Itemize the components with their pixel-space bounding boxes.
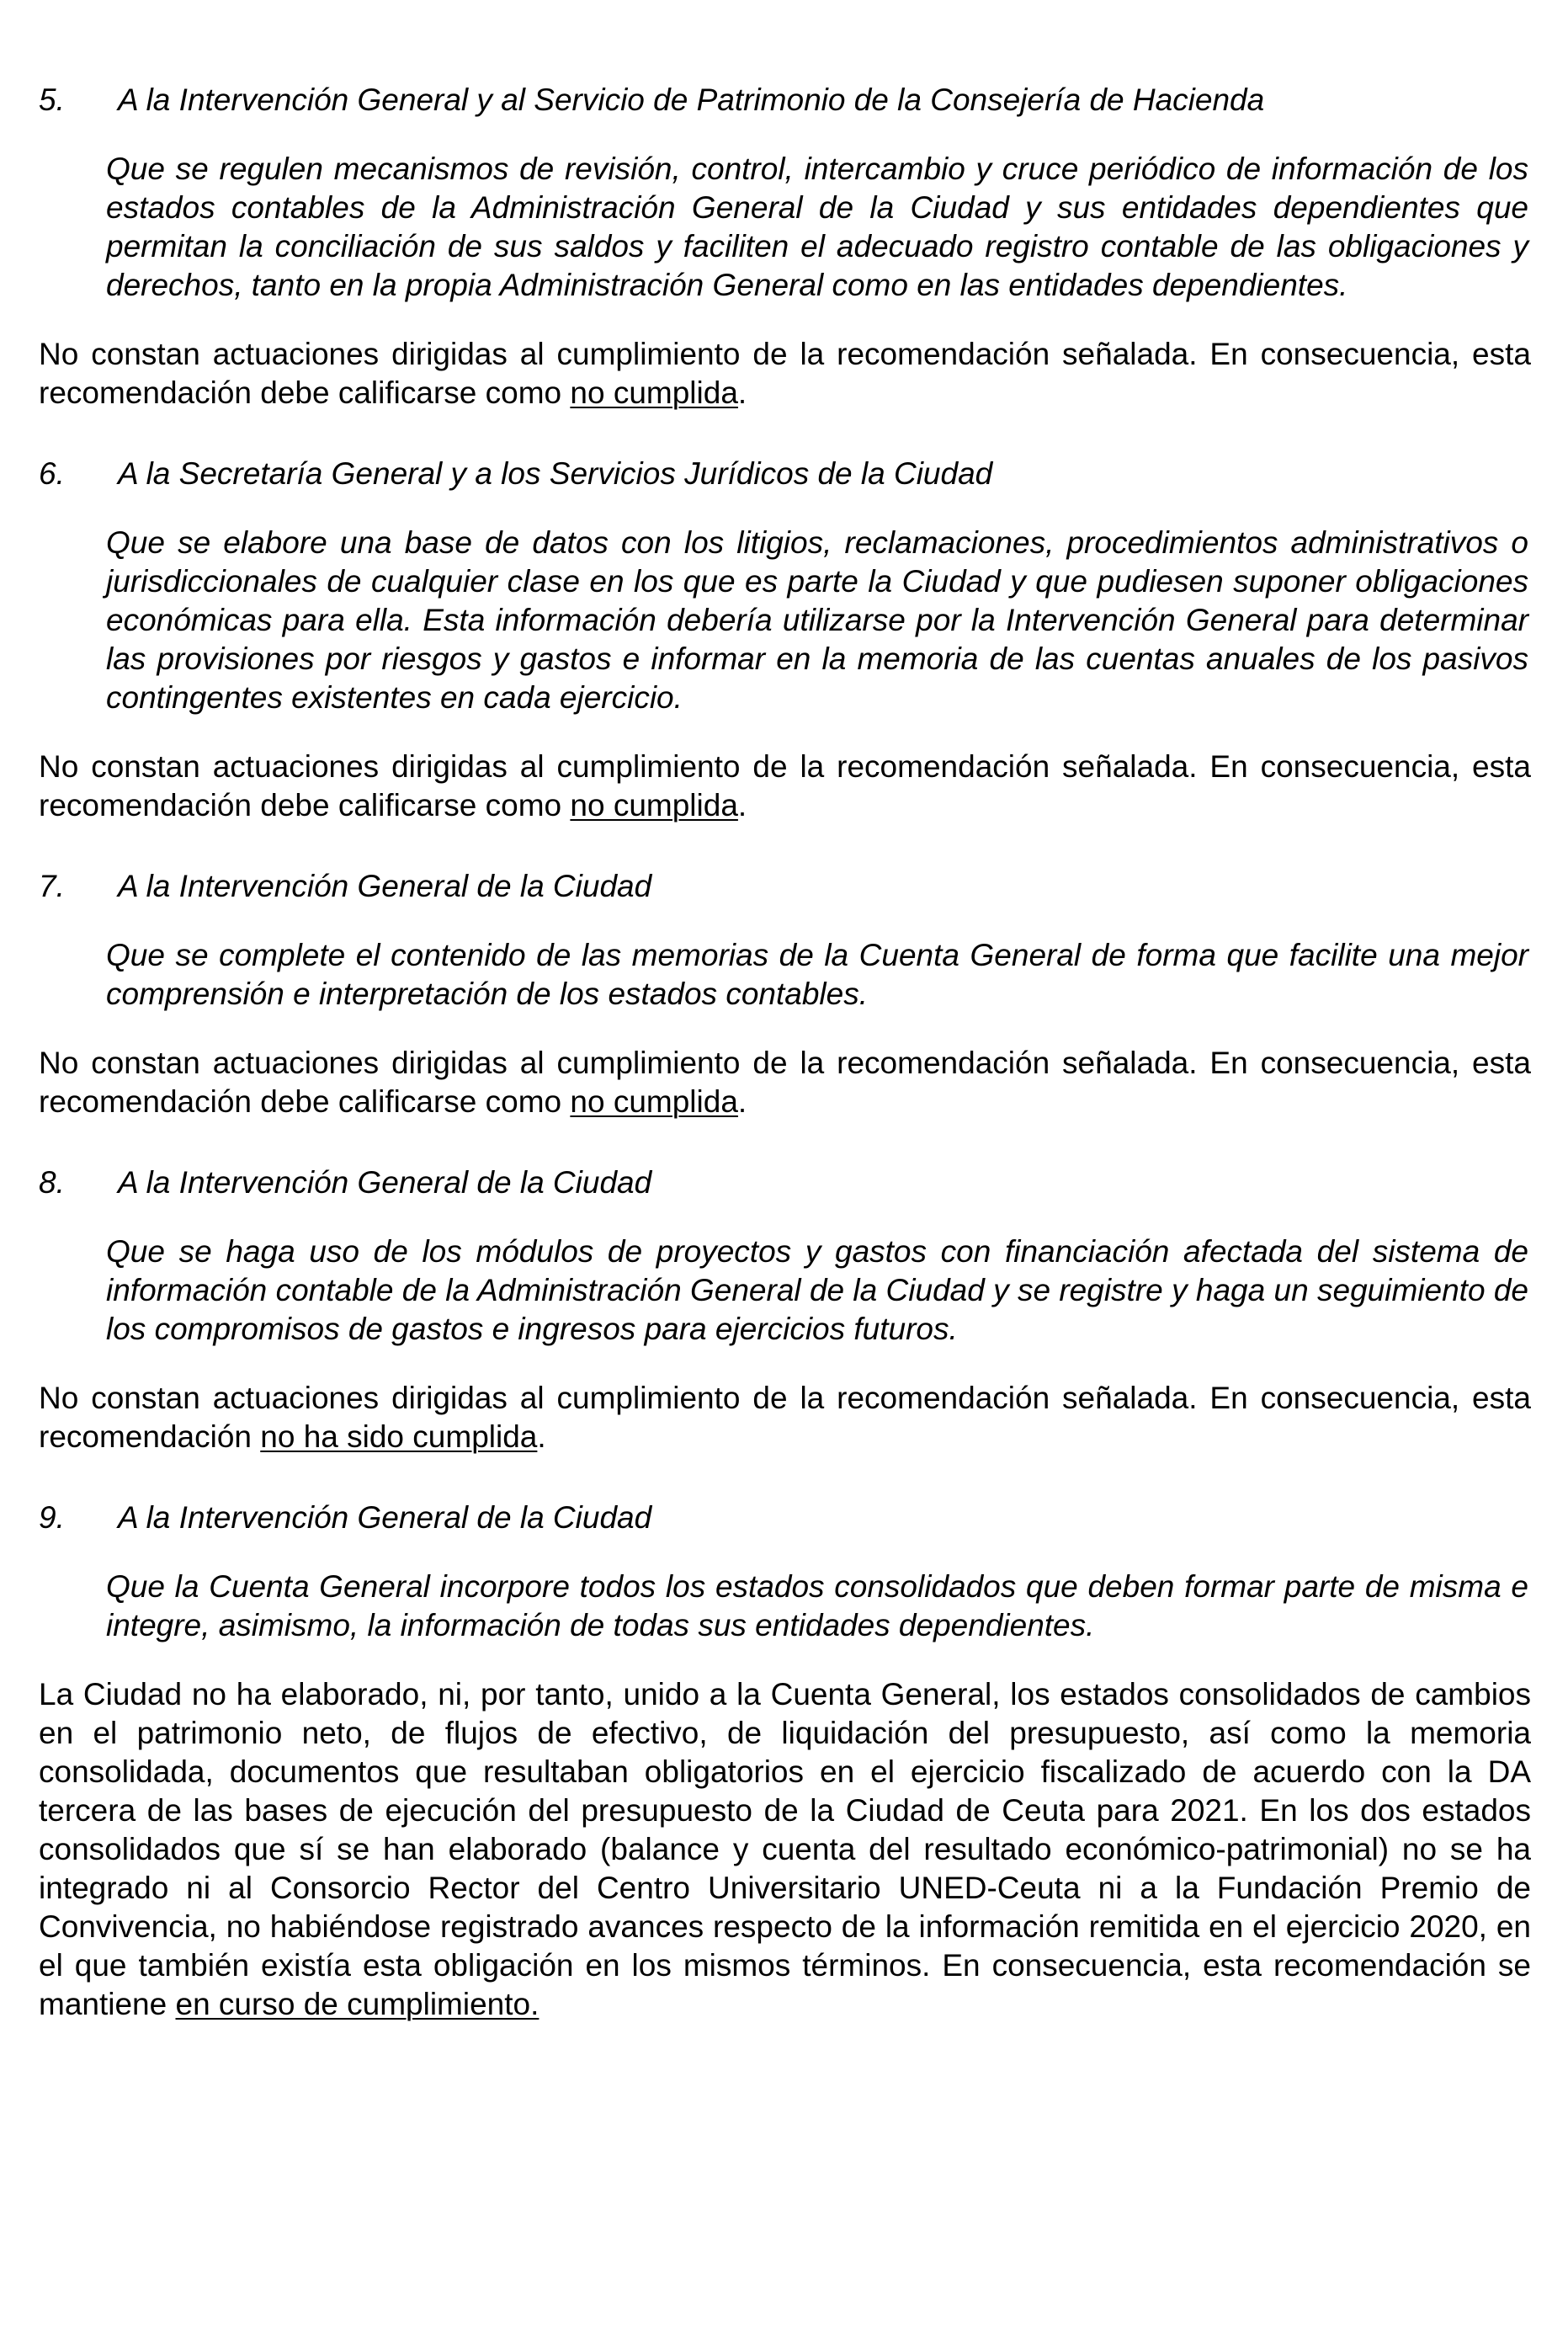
section-number: 6. <box>39 456 65 491</box>
section-heading <box>39 867 1531 906</box>
recommendation-text: Que se complete el contenido de las memorias de la Cuenta General de forma que facilite una mejor comprensión e interpretación de los estados contables. <box>106 938 1528 1011</box>
assessment-status: en curso de cumplimiento. <box>175 1987 539 2021</box>
section-heading <box>39 1163 1531 1202</box>
assessment-end: . <box>537 1419 546 1454</box>
section-heading <box>39 81 1531 120</box>
section-number: 7. <box>39 869 65 903</box>
assessment-paragraph <box>39 1675 1531 2024</box>
section-number: 8. <box>39 1165 65 1200</box>
recommendation-text: Que se elabore una base de datos con los litigios, reclamaciones, procedimientos administrativos o jurisdiccionales de cualquier clase en los que es parte la Ciudad y que pudiesen suponer obligaciones económicas para ella. Esta información debería utilizarse por la Intervención General para determinar las provisiones por riesgos y gastos e informar en la memoria de las cuentas anuales de los pasivos contingentes existentes en cada ejercicio. <box>106 525 1528 715</box>
assessment-end: . <box>737 788 747 822</box>
recommendation-section-5 <box>39 81 1531 413</box>
recommendation-text: Que la Cuenta General incorpore todos los estados consolidados que deben formar parte de misma e integre, asimismo, la información de todas sus entidades dependientes. <box>106 1569 1528 1642</box>
assessment-paragraph <box>39 1379 1531 1456</box>
assessment-status: no cumplida <box>570 375 738 410</box>
assessment-end: . <box>737 375 747 410</box>
section-title: A la Secretaría General y a los Servicios Jurídicos de la Ciudad <box>118 456 993 491</box>
recommendation-text: Que se regulen mecanismos de revisión, control, intercambio y cruce periódico de información de los estados contables de la Administración General de la Ciudad y sus entidades dependientes que permitan la conciliación de sus saldos y faciliten el adecuado registro contable de las obligaciones y derechos, tanto en la propia Administración General como en las entidades dependientes. <box>106 152 1528 302</box>
assessment-paragraph <box>39 748 1531 825</box>
assessment-status: no cumplida <box>570 1084 738 1119</box>
recommendation-section-7 <box>39 867 1531 1121</box>
assessment-paragraph <box>39 1044 1531 1121</box>
assessment-text: No constan actuaciones dirigidas al cumplimiento de la recomendación señalada. En consecuencia, esta recomendación debe calificarse como <box>39 749 1531 822</box>
assessment-text: No constan actuaciones dirigidas al cumplimiento de la recomendación señalada. En consecuencia, esta recomendación <box>39 1381 1531 1454</box>
section-title: A la Intervención General y al Servicio de Patrimonio de la Consejería de Hacienda <box>118 83 1265 117</box>
recommendation-text: Que se haga uso de los módulos de proyectos y gastos con financiación afectada del sistema de información contable de la Administración General de la Ciudad y se registre y haga un seguimiento de los compromisos de gastos e ingresos para ejercicios futuros. <box>106 1234 1528 1346</box>
assessment-status: no cumplida <box>570 788 738 822</box>
recommendation-section-8 <box>39 1163 1531 1456</box>
recommendation-section-6 <box>39 455 1531 825</box>
recommendation-section-9 <box>39 1499 1531 2024</box>
assessment-text: La Ciudad no ha elaborado, ni, por tanto, unido a la Cuenta General, los estados consolidados de cambios en el patrimonio neto, de flujos de efectivo, de liquidación del presupuesto, así como la memoria consolidada, documentos que resultaban obligatorios en el ejercicio fiscalizado de acuerdo con la DA tercera de las bases de ejecución del presupuesto de la Ciudad de Ceuta para 2021. En los dos estados consolidados que sí se han elaborado (balance y cuenta del resultado económico-patrimonial) no se ha integrado ni al Consorcio Rector del Centro Universitario UNED-Ceuta ni a la Fundación Premio de Convivencia, no habiéndose registrado avances respecto de la información remitida en el ejercicio 2020, en el que también existía esta obligación en los mismos términos. En consecuencia, esta recomendación se mantiene <box>39 1677 1531 2021</box>
section-number: 5. <box>39 83 65 117</box>
section-title: A la Intervención General de la Ciudad <box>118 1165 652 1200</box>
assessment-paragraph <box>39 335 1531 413</box>
section-number: 9. <box>39 1500 65 1535</box>
section-heading <box>39 1499 1531 1537</box>
assessment-text: No constan actuaciones dirigidas al cumplimiento de la recomendación señalada. En consecuencia, esta recomendación debe calificarse como <box>39 337 1531 410</box>
section-heading <box>39 455 1531 493</box>
document-page <box>39 81 1531 2066</box>
assessment-text: No constan actuaciones dirigidas al cumplimiento de la recomendación señalada. En consecuencia, esta recomendación debe calificarse como <box>39 1046 1531 1119</box>
section-title: A la Intervención General de la Ciudad <box>118 869 652 903</box>
assessment-end: . <box>737 1084 747 1119</box>
assessment-status: no ha sido cumplida <box>260 1419 538 1454</box>
section-title: A la Intervención General de la Ciudad <box>118 1500 652 1535</box>
